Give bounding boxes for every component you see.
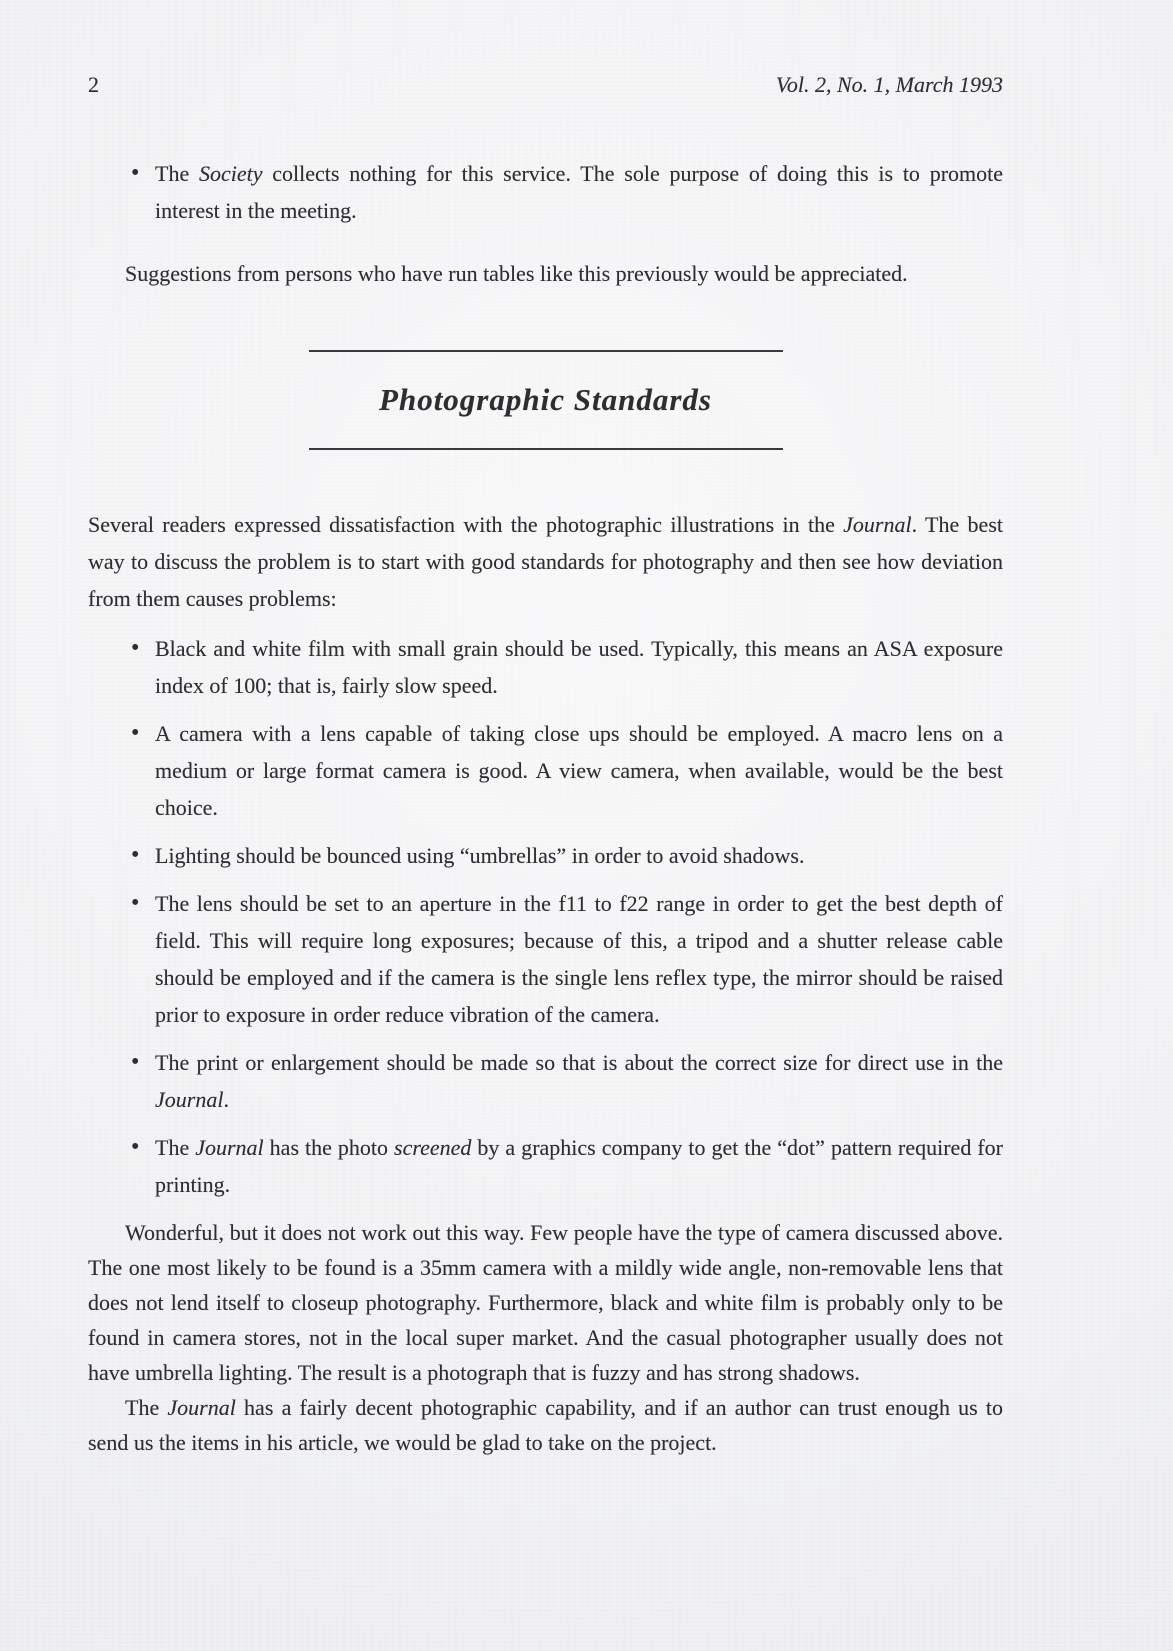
section-heading-block [309,350,783,450]
list-item: • The Society collects nothing for this service. The sole purpose of doing this is to promote interest in the meeting. [155,155,1003,229]
list-item: • Black and white film with small grain should be used. Typically, this means an ASA exposure index of 100; that is, fairly slow speed. [155,630,1003,704]
list-item: • The print or enlargement should be made so that is about the correct size for direct use in the Journal. [155,1044,1003,1118]
issue-date: Vol. 2, No. 1, March 1993 [775,72,1003,97]
list-item: • The lens should be set to an aperture in the f11 to f22 range in order to get the best depth of field. This will require long exposures; because of this, a tripod and a shutter release cable should be employed and if the camera is the single lens reflex type, the mirror should be raised prior to exposure in order reduce vibration of the camera. [155,885,1003,1033]
section-rule-bottom [309,448,783,450]
standards-bullet-list [88,630,1003,1203]
list-item: • A camera with a lens capable of taking close ups should be employed. A macro lens on a medium or large format camera is good. A view camera, when available, would be the best choice. [155,715,1003,826]
paragraph-standards-intro: Several readers expressed dissatisfaction with the photographic illustrations in the Journal. The best way to discuss the problem is to start with good standards for photography and then see how deviation from them causes problems: [88,512,1003,611]
list-item: • The Journal has the photo screened by a graphics company to get the “dot” pattern required for printing. [155,1129,1003,1203]
list-item: • Lighting should be bounced using “umbrellas” in order to avoid shadows. [155,837,1003,874]
paragraph-suggestions: Suggestions from persons who have run tables like this previously would be appreciated. [125,261,908,286]
page-number: 2 [88,72,99,97]
paragraph-offer: The Journal has a fairly decent photographic capability, and if an author can trust enough us to send us the items in his article, we would be glad to take on the project. [88,1395,1003,1455]
section-rule-top [309,350,783,352]
paragraph-reality: Wonderful, but it does not work out this way. Few people have the type of camera discussed above. The one most likely to be found is a 35mm camera with a mildly wide angle, non-removable lens that does not lend itself to closeup photography. Furthermore, black and white film is probably only to be found in camera stores, not in the local super market. And the casual photographer usually does not have umbrella lighting. The result is a photograph that is fuzzy and has strong shadows. [88,1220,1003,1385]
intro-bullet-list [88,155,1003,229]
running-head [88,66,1003,103]
section-title: Photographic Standards [379,382,712,417]
